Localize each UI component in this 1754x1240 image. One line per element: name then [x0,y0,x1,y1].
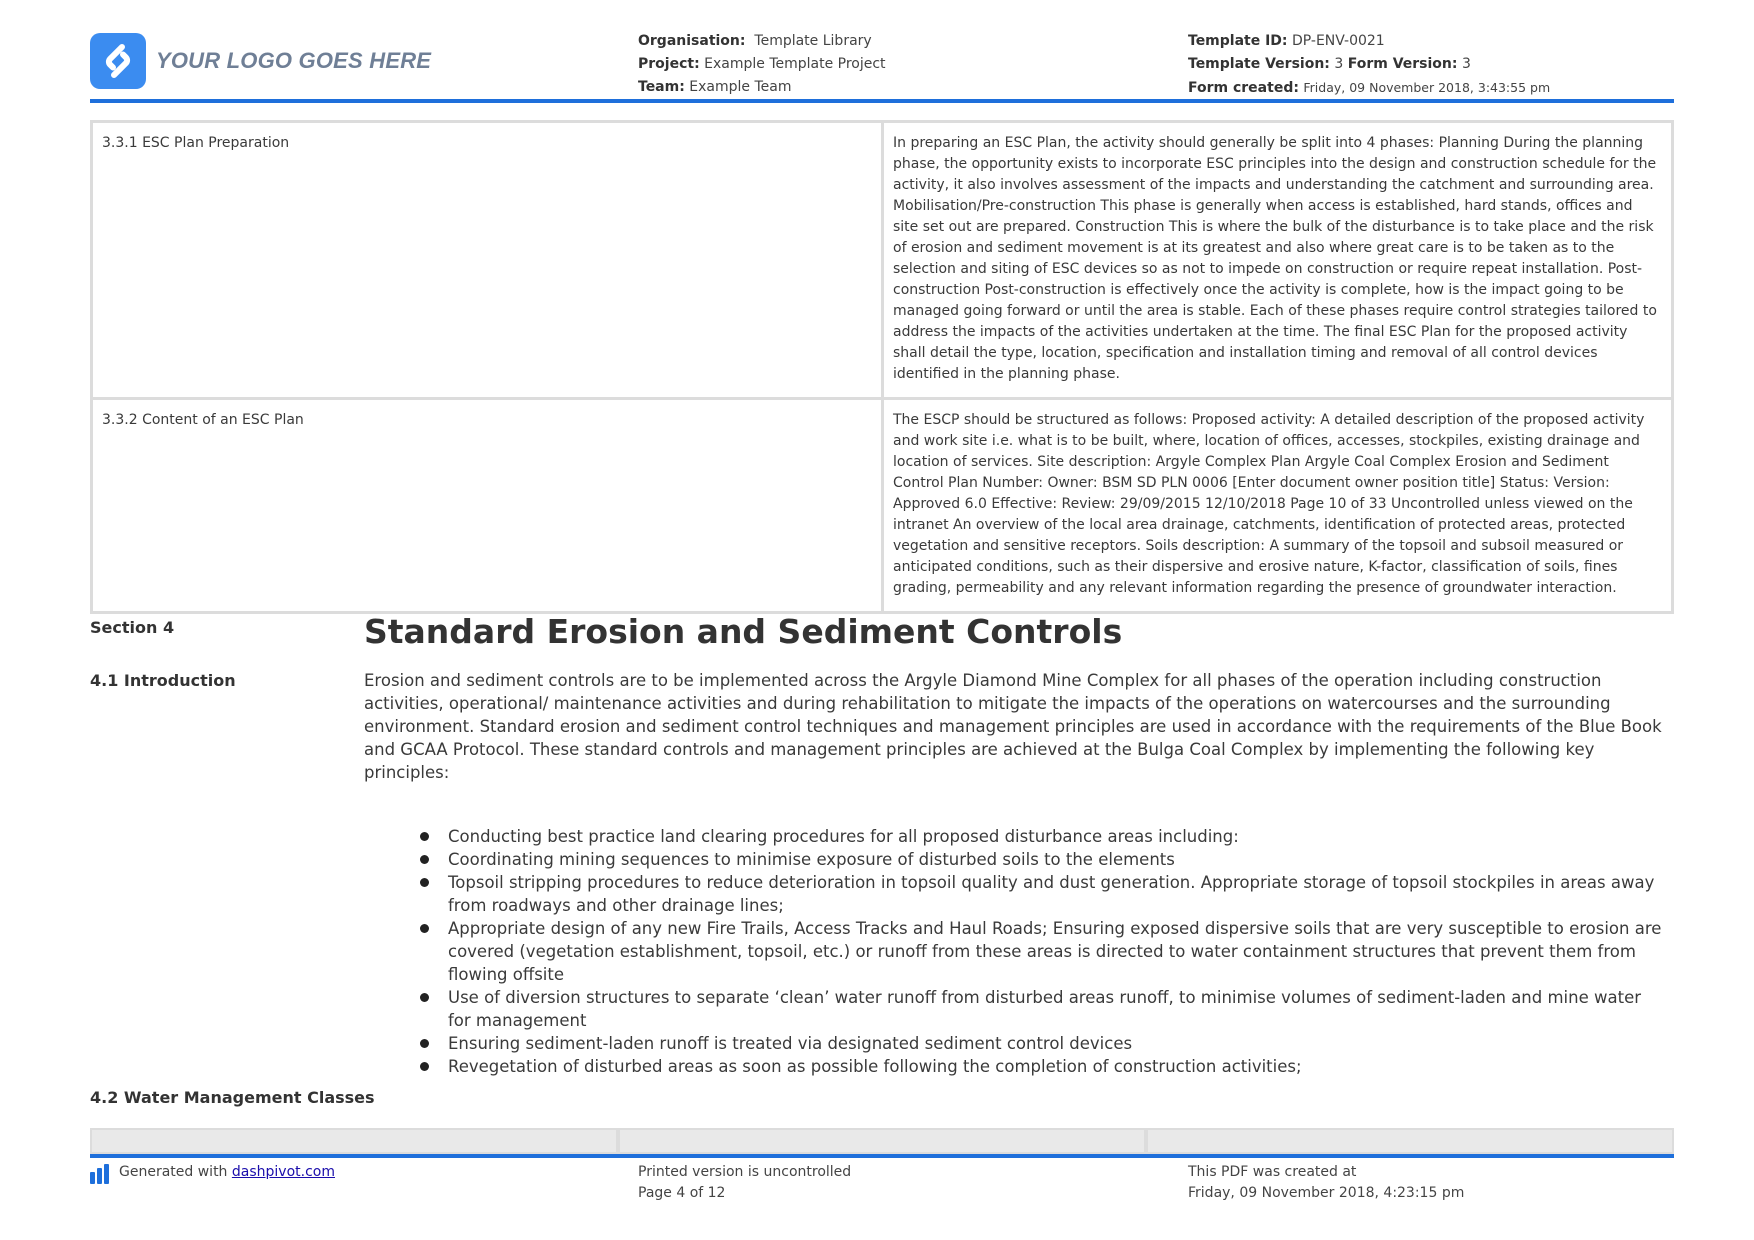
form-created-label: Form created: [1188,80,1299,96]
intro-paragraph: Erosion and sediment controls are to be implemented across the Argyle Diamond Mine Complex for all phases of the operation including construction activities, operational/ maintenance activities and during rehabilitation to mitigate the impacts of the operations on watercourses and the surrounding environment. Standard erosion and sediment control techniques and management principles are used in accordance with the requirements of the Blue Book and GCAA Protocol. These standard controls and management principles are achieved at the Bulga Coal Complex by implementing the following key principles: [364,671,1662,782]
form-created-value: Friday, 09 November 2018, 3:43:55 pm [1303,80,1551,95]
list-item-text: Coordinating mining sequences to minimise exposure of disturbed soils to the elements [448,850,1175,869]
table-header-cell [90,1128,618,1154]
form-version-value: 3 [1461,56,1471,72]
footer-generated [90,1162,335,1184]
template-version-label: Template Version: [1188,56,1330,72]
page-number: Page 4 of 12 [638,1185,726,1201]
row-content: In preparing an ESC Plan, the activity should generally be split into 4 phases: Planning During the planning phase, the opportunity exists to incorporate ESC principles into the design and construction schedule for the activity, it also involves assessment of the impacts and understanding the catchment and surrounding area. Mobilisation/Pre-construction This phase is generally when access is established, hard stands, offices and site set out are prepared. Construction This is where the bulk of the disturbance is to take place and the risk of erosion and sediment movement is at its greatest and also where great care is to be taken as to the selection and siting of ESC devices so as not to impede on construction or require repeat installation. Post-construction Post-construction is effectively once the activity is complete, how is the impact going to be managed going forward or until the area is stable. Each of these phases require control strategies tailored to address the impacts of the activities undertaken at the time. The final ESC Plan for the proposed activity shall detail the type, location, specification and installation timing and removal of all control devices identified in the planning phase. [883,122,1673,399]
water-management-label: 4.2 Water Management Classes [90,1088,375,1107]
list-item [406,917,1666,986]
template-id-row [1188,30,1550,53]
esc-plan-table [90,120,1674,614]
table-header-cell [1146,1128,1674,1154]
list-item [406,825,1666,848]
bullet-icon [420,855,429,864]
bullet-icon [420,878,429,887]
intro-label: 4.1 Introduction [90,671,236,690]
version-row [1188,53,1550,76]
list-item-text: Use of diversion structures to separate ‘clean’ water runoff from disturbed areas runoff, to minimise volumes of sediment-laden and mine water for management [448,988,1642,1030]
project-label: Project: [638,56,700,72]
list-item [406,848,1666,871]
row-label: 3.3.2 Content of an ESC Plan [92,399,883,613]
list-item-text: Revegetation of disturbed areas as soon as possible following the completion of construction activities; [448,1057,1302,1076]
bullet-icon [420,924,429,933]
bullet-icon [420,1062,429,1071]
bullet-icon [420,993,429,1002]
list-item [406,1055,1666,1078]
template-id-label: Template ID: [1188,33,1288,49]
list-item [406,1032,1666,1055]
list-item-text: Topsoil stripping procedures to reduce deterioration in topsoil quality and dust generation. Appropriate storage of topsoil stockpiles in areas away from roadways and other drainage lines; [448,873,1655,915]
logo-text: YOUR LOGO GOES HERE [156,48,432,73]
footer-pdf-info [1188,1162,1464,1204]
organisation-row [638,30,886,53]
pdf-created-label: This PDF was created at [1188,1164,1357,1180]
page-header [90,26,1674,96]
list-item-text: Ensuring sediment-laden runoff is treated via designated sediment control devices [448,1034,1133,1053]
form-version-label: Form Version: [1347,56,1458,72]
list-item-text: Conducting best practice land clearing procedures for all proposed disturbance areas including: [448,827,1239,846]
logo [90,33,431,89]
template-id-value: DP-ENV-0021 [1291,33,1385,49]
team-label: Team: [638,79,685,95]
list-item [406,871,1666,917]
key-principles-list [406,825,1666,1078]
list-item [406,986,1666,1032]
table-row [92,122,1673,399]
dashpivot-link[interactable]: dashpivot.com [231,1164,335,1180]
project-value: Example Template Project [704,56,886,72]
row-content: The ESCP should be structured as follows: Proposed activity: A detailed description of the proposed activity and work site i.e. what is to be built, where, location of offices, accesses, stockpiles, existing drainage and location of services. Site description: Argyle Complex Plan Argyle Coal Complex Erosion and Sediment Control Plan Number: Owner: BSM SD PLN 0006 [Enter document owner position title] Status: Version: Approved 6.0 Effective: Review: 29/09/2015 12/10/2018 Page 10 of 33 Uncontrolled unless viewed on the intranet An overview of the local area drainage, catchments, identification of protected areas, protected vegetation and sensitive receptors. Soils description: A summary of the topsoil and subsoil measured or anticipated conditions, such as their dispersive and erosive nature, K-factor, classification of soils, fines grading, permeability and any relevant information regarding the presence of groundwater interaction. [883,399,1673,613]
printed-notice: Printed version is uncontrolled [638,1164,852,1180]
bullet-icon [420,832,429,841]
row-label: 3.3.1 ESC Plan Preparation [92,122,883,399]
logo-icon [90,33,146,89]
water-management-table-header [90,1128,1674,1154]
organisation-value: Template Library [754,33,872,49]
team-row [638,76,886,99]
organisation-label: Organisation: [638,33,746,49]
form-created-row [1188,76,1550,100]
section-label: Section 4 [90,618,175,637]
header-template-info [1188,30,1550,100]
team-value: Example Team [689,79,792,95]
table-header-cell [618,1128,1146,1154]
pdf-created-value: Friday, 09 November 2018, 4:23:15 pm [1188,1185,1465,1201]
header-project-info [638,30,886,99]
list-item-text: Appropriate design of any new Fire Trails, Access Tracks and Haul Roads; Ensuring exposed dispersive soils that are very susceptible to erosion are covered (vegetation establishment, topsoil, etc.) or runoff from these areas is directed to water containment structures that prevent them from flowing offsite [448,919,1662,984]
page-footer [90,1158,1674,1208]
project-row [638,53,886,76]
table-row [92,399,1673,613]
generated-prefix: Generated with [119,1164,228,1180]
section-title: Standard Erosion and Sediment Controls [364,612,1123,651]
dashpivot-icon [90,1164,111,1184]
bullet-icon [420,1039,429,1048]
header-divider [90,99,1674,103]
template-version-value: 3 [1334,56,1344,72]
footer-print-info [638,1162,851,1204]
